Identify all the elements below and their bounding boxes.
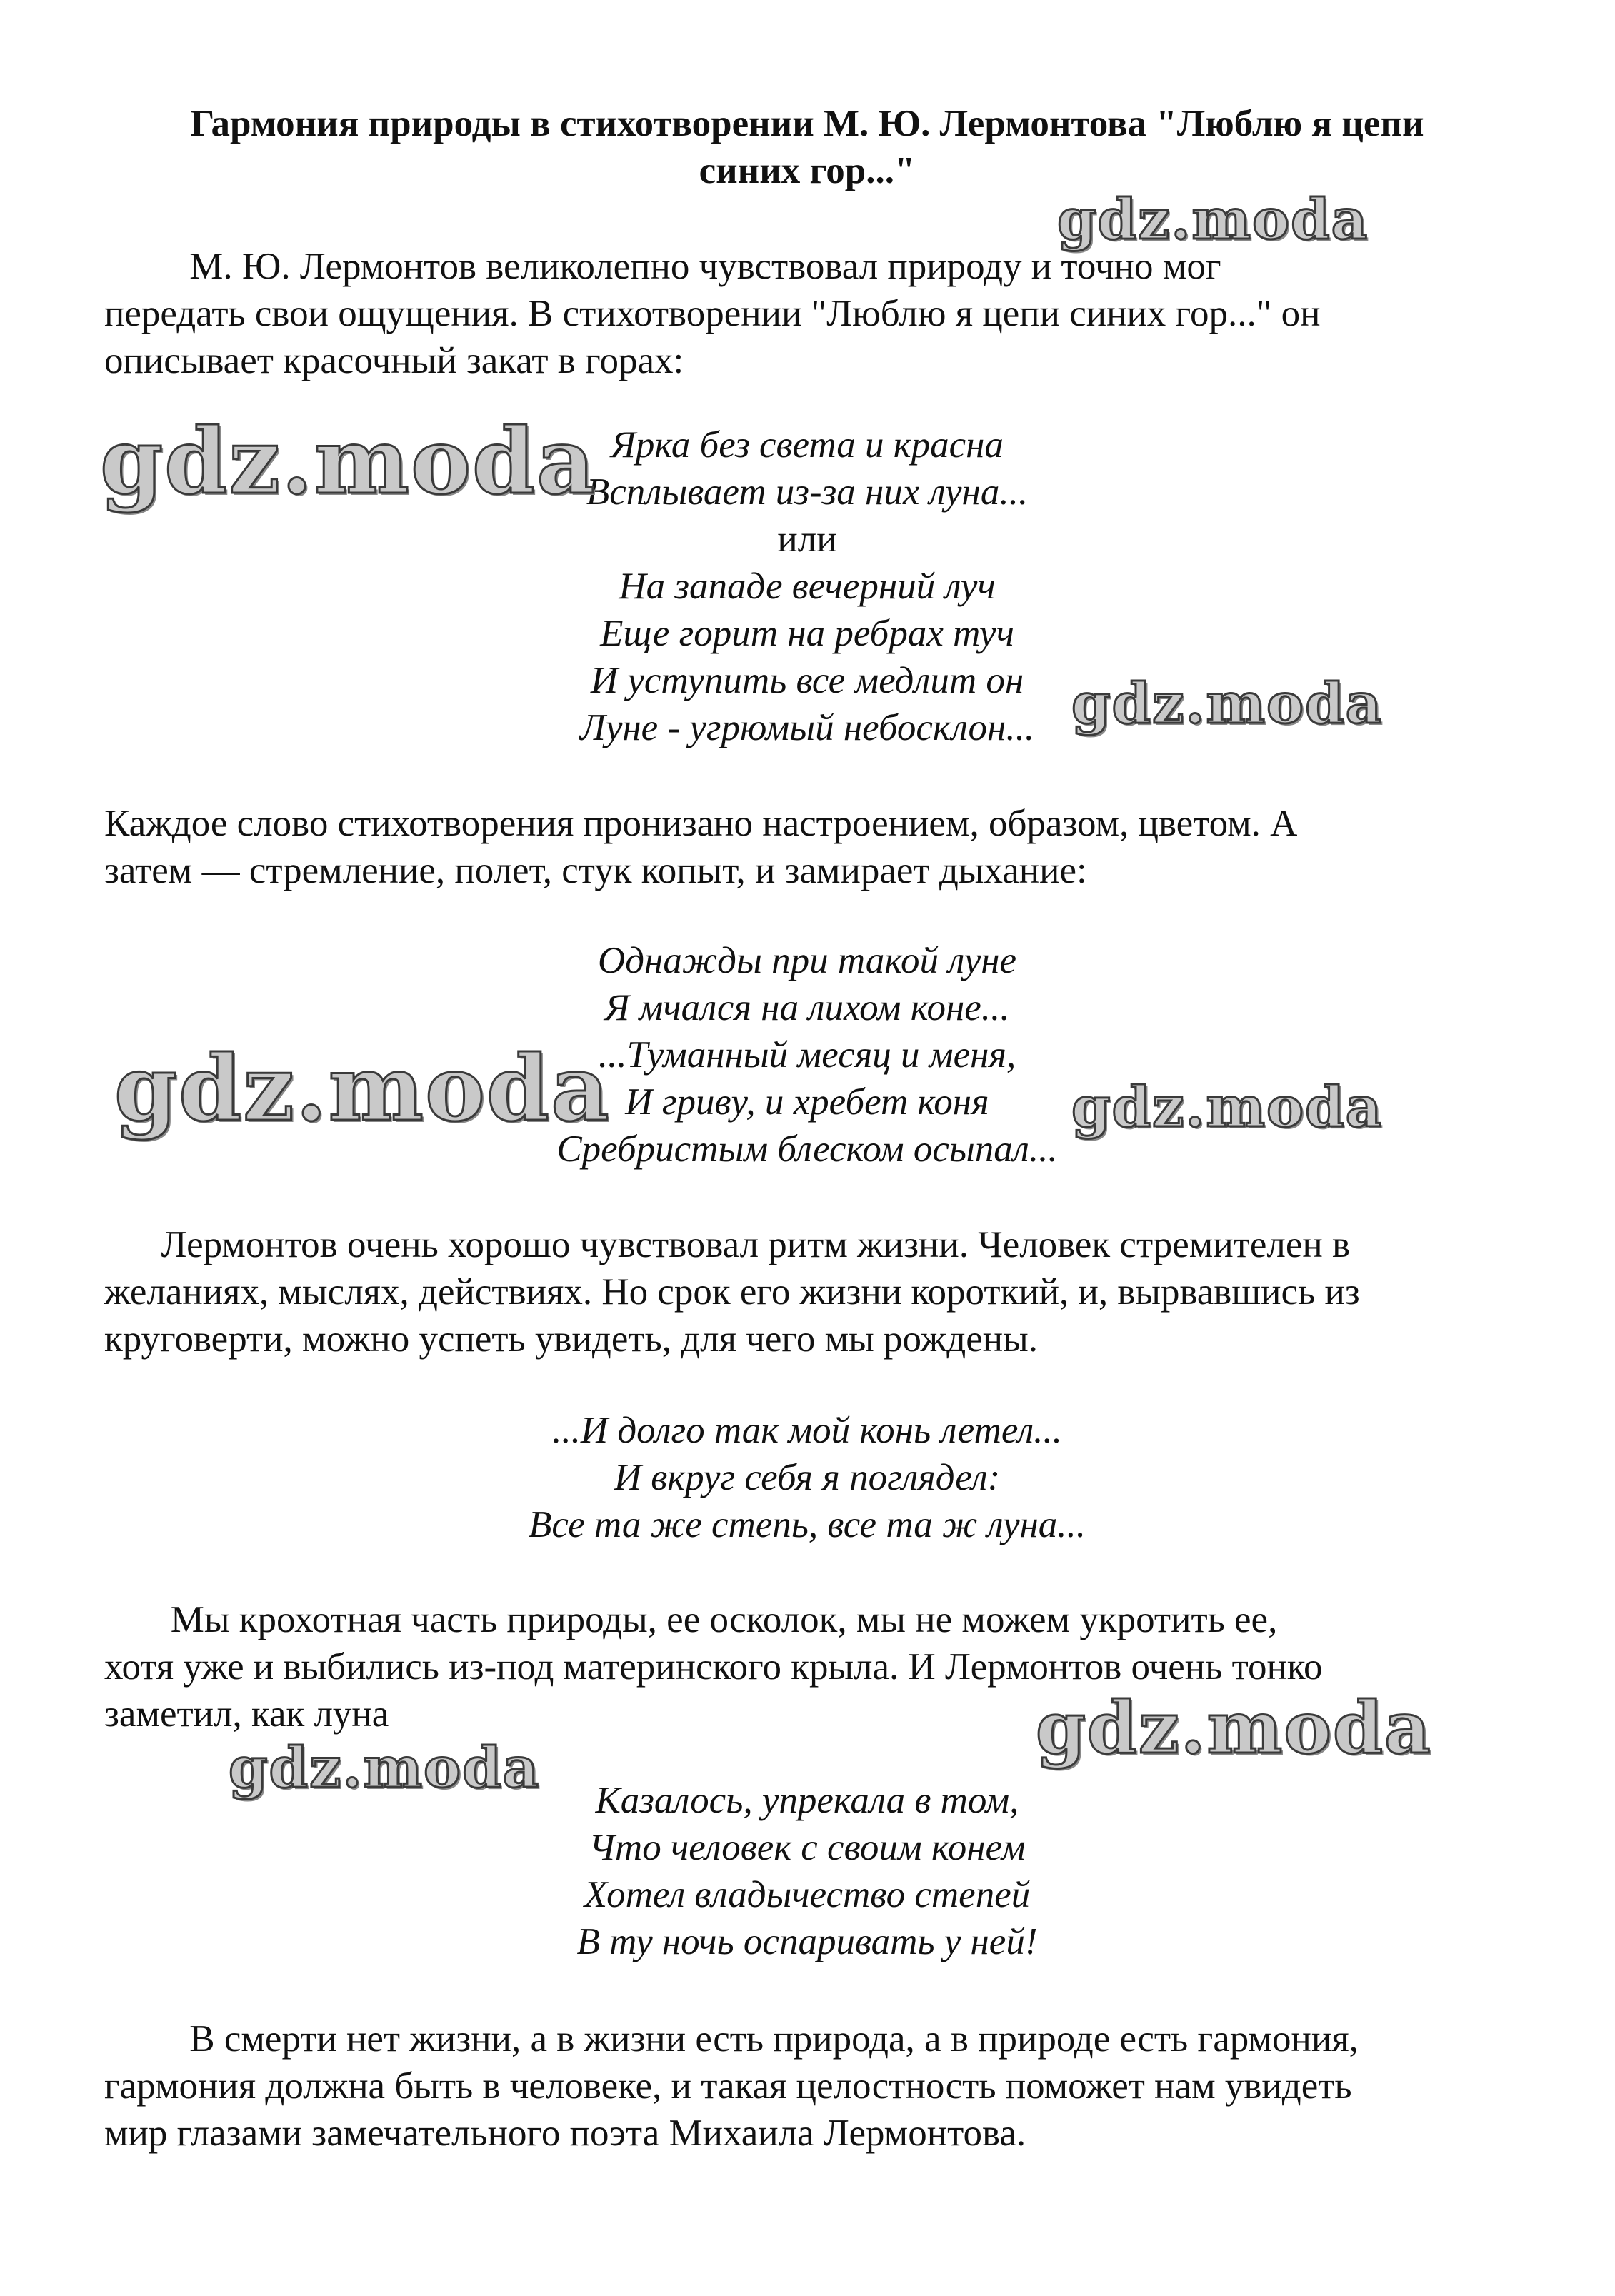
watermark-logo: gdz.moda [1071,1075,1384,1140]
verse-line: Казалось, упрекала в том, [595,1780,1019,1821]
document-title [93,100,1521,194]
verse-line: Всплывает из-за них луна... [586,471,1029,513]
verse-line: Сребристым блеском осыпал... [556,1128,1058,1170]
paragraph-line: гармония должна быть в человеке, и такая целостность поможет нам увидеть [104,2065,1352,2107]
paragraph-line: Каждое слово стихотворения пронизано настроением, образом, цветом. А [104,803,1298,844]
verse-line: Ярка без света и красна [611,424,1004,466]
paragraph-line: Мы крохотная часть природы, ее осколок, мы не можем укротить ее, [104,1599,1278,1640]
paragraph-line: М. Ю. Лермонтов великолепно чувствовал природу и точно мог [104,246,1221,287]
paragraph-line: описывает красочный закат в горах: [104,340,684,381]
verse-line: И гриву, и хребет коня [625,1081,989,1123]
paragraph-line: затем — стремление, полет, стук копыт, и замирает дыхание: [104,850,1087,891]
paragraph-line: круговерти, можно успеть увидеть, для чего мы рождены. [104,1318,1038,1360]
verse-line: ...И долго так мой конь летел... [552,1410,1062,1451]
watermark-logo: gdz.moda [1057,187,1369,252]
paragraph-conclusion [104,2015,1504,2157]
watermark-logo: gdz.moda [1071,671,1384,736]
verse-line: Что человек с своим конем [589,1827,1026,1868]
paragraph-line: Лермонтов очень хорошо чувствовал ритм жизни. Человек стремителен в [104,1224,1350,1265]
verse-line: Я мчался на лихом коне... [604,987,1010,1028]
verse-line: На западе вечерний луч [619,566,996,607]
verse-line: Все та же степь, все та ж луна... [528,1504,1086,1545]
watermark-logo: gdz.moda [229,1735,541,1800]
verse-line: И вкруг себя я поглядел: [614,1457,1001,1498]
verse-separator: или [777,518,837,560]
title-line-2: синих гор..." [699,150,916,191]
watermark-logo: gdz.moda [1036,1685,1432,1770]
paragraph-mood [104,800,1504,894]
paragraph-line: желаниях, мыслях, действиях. Но срок его жизни короткий, и, вырвавшись из [104,1271,1360,1313]
verse-line: Еще горит на ребрах туч [600,613,1014,654]
verse-line: ...Туманный месяц и меня, [598,1034,1016,1076]
watermark-logo: gdz.moda [100,408,596,514]
title-line-1: Гармония природы в стихотворении М. Ю. Лермонтова "Люблю я цепи [190,103,1424,144]
verse-steppe [271,1407,1343,1548]
verse-line: Хотел владычество степей [584,1874,1031,1915]
verse-line: Однажды при такой луне [597,940,1017,981]
paragraph-line: мир глазами замечательного поэта Михаила Лермонтова. [104,2112,1026,2154]
paragraph-intro [104,243,1504,384]
paragraph-line: передать свои ощущения. В стихотворении "Люблю я цепи синих гор..." он [104,293,1321,334]
verse-line: Луне - угрюмый небосклон... [579,707,1035,748]
watermark-logo: gdz.moda [114,1036,611,1141]
paragraph-line: В смерти нет жизни, а в жизни есть природа, а в природе есть гармония, [104,2018,1359,2060]
verse-reproach [271,1777,1343,1965]
paragraph-rhythm [104,1221,1504,1363]
verse-line: И уступить все медлит он [590,660,1024,701]
verse-line: В ту ночь оспаривать у ней! [576,1921,1038,1962]
paragraph-line: заметил, как луна [104,1693,389,1735]
paragraph-line: хотя уже и выбились из-под материнского крыла. И Лермонтов очень тонко [104,1646,1323,1688]
